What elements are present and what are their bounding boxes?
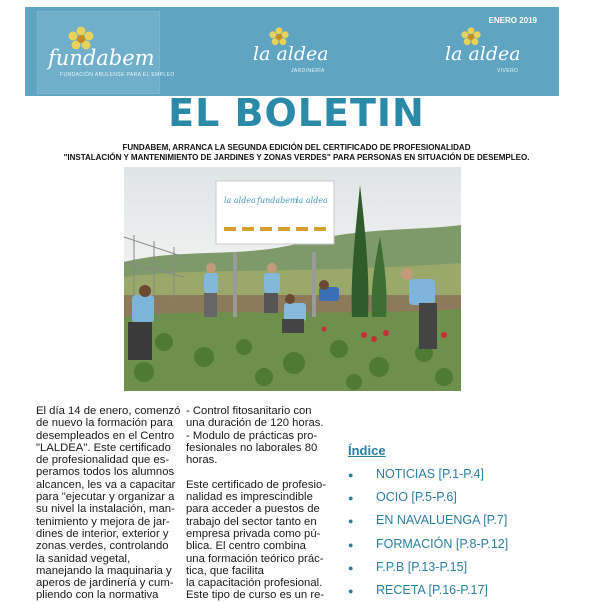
index-item[interactable] <box>348 463 508 486</box>
article-line: zonas verdes, controlando <box>36 540 169 553</box>
photo-illustration <box>124 167 461 391</box>
article-line: - Control fitosanitario con <box>186 405 312 417</box>
article-column-1 <box>36 405 184 602</box>
index-item[interactable] <box>348 533 508 556</box>
index-item-label: F.P.B [P.13-P.15] <box>376 559 468 574</box>
index-item[interactable] <box>348 486 508 509</box>
garden-workers-photo <box>124 167 461 391</box>
fundabem-tagline: FUNDACIÓN ABULENSE PARA EL EMPLEO <box>60 72 175 78</box>
article-line: blica. El centro combina <box>186 540 306 553</box>
article-line: pliendo con la normativa <box>36 589 159 602</box>
article-line: horas. <box>186 454 218 467</box>
page-title: EL BOLETIN <box>168 91 425 135</box>
index-title[interactable]: Índice <box>348 443 386 458</box>
article-line: empresa privada como pú- <box>186 527 321 540</box>
jardineria-logo <box>251 23 341 83</box>
article-line: aperos de jardinería y cum- <box>36 577 174 590</box>
header-banner <box>25 7 559 96</box>
subtitle-line-1: FUNDABEM, ARRANCA LA SEGUNDA EDICIÓN DEL CERTIFICADO DE PROFESIONALIDAD <box>122 143 471 152</box>
article-line: - Modulo de prácticas pro- <box>186 429 318 442</box>
sign-label-1: la aldea <box>224 196 256 205</box>
bullet-icon: ● <box>348 585 354 596</box>
jardineria-label: JARDINERÍA <box>291 68 325 74</box>
index-item-label: NOTICIAS [P.1-P.4] <box>376 467 484 481</box>
sign-label-2: fundabem <box>257 196 298 205</box>
article-line: dines de interior, exterior y <box>36 527 169 540</box>
bullet-icon: ● <box>348 470 354 480</box>
bullet-icon: ● <box>348 539 354 550</box>
article-line: alcancen, les va a capacitar <box>36 478 176 491</box>
bullet-icon: ● <box>348 516 354 527</box>
article-line: la sanidad vegetal, <box>36 552 131 565</box>
vivero-label: VIVERO <box>497 68 519 74</box>
article-line: desempleados en el Centro <box>36 429 175 442</box>
index-item-label: FORMACIÓN [P.8-P.12] <box>376 536 509 551</box>
index-item[interactable] <box>348 556 508 579</box>
article-line: tica, que facilita <box>186 564 264 577</box>
article-line: Este tipo de curso es un re- <box>186 589 325 602</box>
article-line: para acceder a puestos de <box>186 503 320 516</box>
article-line: una duración de 120 horas. <box>186 417 324 430</box>
article-line: "LALDEA". Este certificado <box>36 441 171 454</box>
article-line: una formación teórico prác- <box>186 552 324 565</box>
vivero-logo <box>443 23 533 83</box>
jardineria-wordmark: la aldea <box>253 43 329 65</box>
article-line: tenimiento y mejora de jar- <box>36 515 170 528</box>
subtitle-line-2: "INSTALACIÓN Y MANTENIMIENTO DE JARDINES Y ZONAS VERDES" PARA PERSONAS EN SITUACIÓN DE DESEMPLEO. <box>63 153 530 162</box>
fundabem-logo <box>37 11 175 94</box>
index-item-label: RECETA [P.16-P.17] <box>376 582 488 597</box>
index-list <box>348 463 508 602</box>
bullet-icon: ● <box>348 562 354 573</box>
article-line: de nuevo la formación para <box>36 417 173 430</box>
fundabem-wordmark: fundabem <box>48 46 155 70</box>
article-line: manejando la maquinaria y <box>36 564 172 577</box>
article-line: trabajo del sector tanto en <box>186 515 317 528</box>
article-column-2 <box>186 405 336 602</box>
article-line: Este certificado de profesio- <box>186 478 327 491</box>
index-item-label: EN NAVALUENGA [P.7] <box>376 513 508 528</box>
article-line: El día 14 de enero, comenzó <box>36 405 181 417</box>
bullet-icon: ● <box>348 493 354 504</box>
sign-label-3: la aldea <box>296 196 328 205</box>
article-line: su nivel la instalación, man- <box>36 503 175 516</box>
article-line: la capacitación profesional. <box>186 577 323 590</box>
article-line: fesionales no laborales 80 <box>186 441 318 454</box>
index-item-label: OCIO [P.5-P.6] <box>376 490 457 505</box>
article-line: nalidad es imprescindible <box>186 491 313 504</box>
issue-date: ENERO 2019 <box>488 16 537 25</box>
index-item[interactable] <box>348 509 508 532</box>
index-item[interactable] <box>348 579 508 602</box>
vivero-wordmark: la aldea <box>445 43 521 65</box>
article-line: para "ejecutar y organizar a <box>36 491 175 504</box>
article-line: peramos todos los alumnos <box>36 466 175 479</box>
paragraph-gap <box>186 466 336 478</box>
article-line: de profesionalidad que es- <box>36 454 170 467</box>
